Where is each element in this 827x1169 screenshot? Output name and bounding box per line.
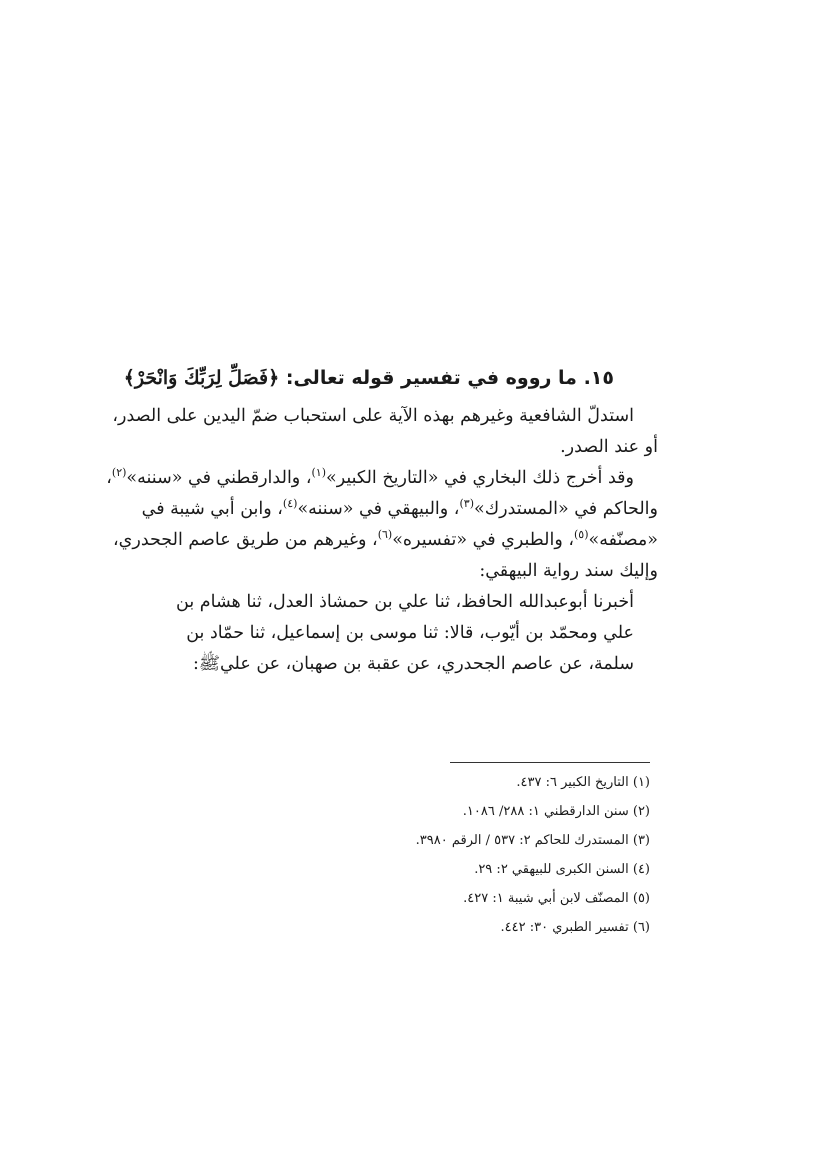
text-run: «مصنّفه» [588,530,658,550]
text-run: ، [106,468,112,488]
paragraph-2-line-2 [141,494,658,525]
heading-quran-verse: ﴿فَصَلِّ لِرَبِّكَ وَانْحَرْ﴾ [123,367,280,389]
footnote-3: (٣) المستدرك للحاكم ٢: ٥٣٧ / الرقم ٣٩٨٠. [415,833,650,848]
paragraph-2-line-3 [113,525,658,556]
paragraph-1 [112,401,658,463]
footnote-2: (٢) سنن الدارقطني ١: ٢٨٨/ ١٠٨٦. [462,804,650,819]
quote-line-2: علي ومحمّد بن أيّوب، قالا: ثنا موسى بن إسماعيل، ثنا حمّاد بن [186,623,634,643]
footnote-4: (٤) السنن الكبرى للبيهقي ٢: ٢٩. [474,862,650,877]
footnote-ref-5[interactable]: (٥) [574,528,589,542]
footnote-6: (٦) تفسير الطبري ٣٠: ٤٤٢. [500,920,650,935]
footnote-separator [450,762,650,763]
text-run: ، والطبري في «تفسيره» [392,530,574,550]
quoted-isnad [168,587,658,680]
main-text-block [106,355,658,680]
footnote-ref-6[interactable]: (٦) [377,528,393,542]
quote-line-1: أخبرنا أبوعبدالله الحافظ، ثنا علي بن حمشاذ العدل، ثنا هشام بن [176,592,634,612]
text-run: وقد أخرج ذلك البخاري في «التاريخ الكبير» [325,468,634,488]
text-run: ، وابن أبي شيبة في [141,499,283,519]
paragraph-1-line-1: استدلّ الشافعية وغيرهم بهذه الآية على استحباب ضمّ اليدين على الصدر، [112,406,634,426]
footnote-1: (١) التاريخ الكبير ٦: ٤٣٧. [516,775,650,790]
footnote-ref-3[interactable]: (٣) [459,497,474,511]
quote-line-3: سلمة، عن عاصم الجحدري، عن عقبة بن صهبان، عن عليﷺ: [192,654,634,674]
footnote-ref-2[interactable]: (٢) [111,466,127,480]
footnote-ref-4[interactable]: (٤) [282,497,298,511]
text-run: ، والبيهقي في «سننه» [297,499,460,519]
text-run: ، وغيرهم من طريق عاصم الجحدري، [113,530,378,550]
text-run: والحاكم في «المستدرك» [473,499,658,519]
paragraph-1-line-2: أو عند الصدر. [560,437,658,457]
paragraph-2-line-4: وإليك سند رواية البيهقي: [479,561,658,581]
paragraph-2 [106,463,658,587]
section-heading [123,355,658,401]
footnote-ref-1[interactable]: (١) [311,466,326,480]
heading-title: ١٥. ما رووه في تفسير قوله تعالى: [279,367,614,389]
paragraph-2-line-1 [106,463,658,494]
text-run: ، والدارقطني في «سننه» [126,468,312,488]
footnote-5: (٥) المصنّف لابن أبي شيبة ١: ٤٢٧. [463,891,650,906]
footnotes-list [300,768,650,942]
